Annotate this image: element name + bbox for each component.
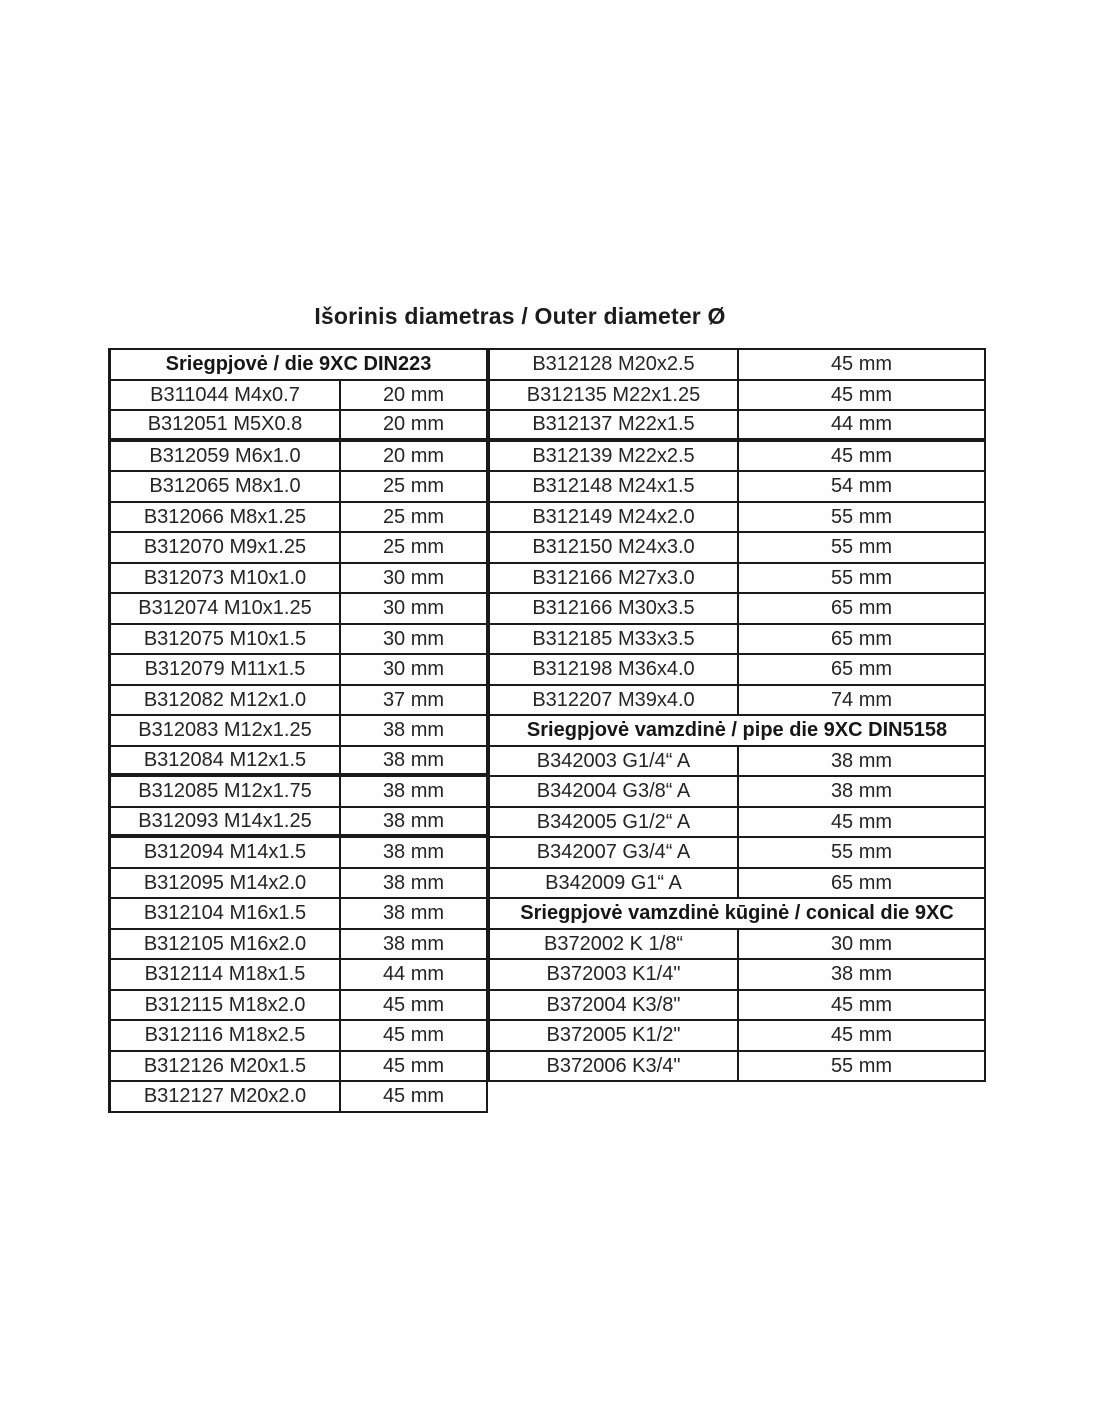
- diameter-cell: 38 mm: [341, 716, 488, 747]
- diameter-cell: 38 mm: [341, 777, 488, 808]
- product-code-cell: B312207 M39x4.0: [490, 686, 739, 717]
- diameter-cell: 45 mm: [739, 1021, 986, 1052]
- diameter-cell: 55 mm: [739, 564, 986, 595]
- product-code-cell: B312150 M24x3.0: [490, 533, 739, 564]
- die-table-left-column: [108, 348, 488, 1113]
- product-code-cell: B312059 M6x1.0: [111, 442, 341, 473]
- product-code-cell: B312149 M24x2.0: [490, 503, 739, 534]
- product-code-cell: B312075 M10x1.5: [111, 625, 341, 656]
- diameter-cell: 30 mm: [341, 655, 488, 686]
- diameter-cell: 38 mm: [341, 899, 488, 930]
- product-code-cell: B342007 G3/4“ A: [490, 838, 739, 869]
- diameter-cell: 45 mm: [739, 991, 986, 1022]
- section-header-cell: Sriegpjovė / die 9XC DIN223: [111, 350, 488, 381]
- product-code-cell: B312051 M5X0.8: [111, 411, 341, 442]
- product-code-cell: B372002 K 1/8“: [490, 930, 739, 961]
- diameter-cell: 55 mm: [739, 838, 986, 869]
- product-code-cell: B312094 M14x1.5: [111, 838, 341, 869]
- product-code-cell: B312166 M30x3.5: [490, 594, 739, 625]
- product-code-cell: B312085 M12x1.75: [111, 777, 341, 808]
- diameter-cell: 44 mm: [739, 411, 986, 442]
- diameter-cell: 38 mm: [739, 777, 986, 808]
- product-code-cell: B312185 M33x3.5: [490, 625, 739, 656]
- product-code-cell: B312070 M9x1.25: [111, 533, 341, 564]
- product-code-cell: B312115 M18x2.0: [111, 991, 341, 1022]
- product-code-cell: B312137 M22x1.5: [490, 411, 739, 442]
- diameter-cell: 45 mm: [341, 1021, 488, 1052]
- diameter-cell: 30 mm: [341, 594, 488, 625]
- diameter-cell: 30 mm: [341, 564, 488, 595]
- diameter-cell: 54 mm: [739, 472, 986, 503]
- diameter-cell: 38 mm: [739, 747, 986, 778]
- diameter-cell: 38 mm: [341, 747, 488, 778]
- diameter-cell: 38 mm: [341, 808, 488, 839]
- section-header-cell: Sriegpjovė vamzdinė kūginė / conical die 9XC: [490, 899, 986, 930]
- diameter-cell: 65 mm: [739, 625, 986, 656]
- diameter-cell: 55 mm: [739, 503, 986, 534]
- diameter-cell: 45 mm: [739, 350, 986, 381]
- product-code-cell: B312198 M36x4.0: [490, 655, 739, 686]
- diameter-cell: 45 mm: [739, 381, 986, 412]
- product-code-cell: B312095 M14x2.0: [111, 869, 341, 900]
- section-header-cell: Sriegpjovė vamzdinė / pipe die 9XC DIN5158: [490, 716, 986, 747]
- diameter-cell: 65 mm: [739, 594, 986, 625]
- product-code-cell: B311044 M4x0.7: [111, 381, 341, 412]
- diameter-cell: 74 mm: [739, 686, 986, 717]
- diameter-cell: 44 mm: [341, 960, 488, 991]
- product-code-cell: B312065 M8x1.0: [111, 472, 341, 503]
- product-code-cell: B312104 M16x1.5: [111, 899, 341, 930]
- product-code-cell: B312116 M18x2.5: [111, 1021, 341, 1052]
- die-table-right-column: [488, 348, 986, 1082]
- diameter-cell: 38 mm: [341, 838, 488, 869]
- product-code-cell: B342005 G1/2“ A: [490, 808, 739, 839]
- product-code-cell: B312079 M11x1.5: [111, 655, 341, 686]
- diameter-cell: 45 mm: [341, 1082, 488, 1113]
- diameter-cell: 25 mm: [341, 503, 488, 534]
- product-code-cell: B312093 M14x1.25: [111, 808, 341, 839]
- product-code-cell: B372004 K3/8": [490, 991, 739, 1022]
- diameter-cell: 65 mm: [739, 655, 986, 686]
- diameter-cell: 30 mm: [739, 930, 986, 961]
- product-code-cell: B312083 M12x1.25: [111, 716, 341, 747]
- product-code-cell: B312139 M22x2.5: [490, 442, 739, 473]
- product-code-cell: B312148 M24x1.5: [490, 472, 739, 503]
- diameter-cell: 45 mm: [341, 1052, 488, 1083]
- diameter-cell: 37 mm: [341, 686, 488, 717]
- diameter-cell: 20 mm: [341, 411, 488, 442]
- product-code-cell: B312074 M10x1.25: [111, 594, 341, 625]
- diameter-cell: 55 mm: [739, 533, 986, 564]
- product-code-cell: B342009 G1“ A: [490, 869, 739, 900]
- product-code-cell: B312126 M20x1.5: [111, 1052, 341, 1083]
- diameter-cell: 25 mm: [341, 472, 488, 503]
- product-code-cell: B342004 G3/8“ A: [490, 777, 739, 808]
- product-code-cell: B312127 M20x2.0: [111, 1082, 341, 1113]
- product-code-cell: B342003 G1/4“ A: [490, 747, 739, 778]
- product-code-cell: B372005 K1/2": [490, 1021, 739, 1052]
- product-code-cell: B372003 K1/4": [490, 960, 739, 991]
- diameter-cell: 38 mm: [341, 930, 488, 961]
- product-code-cell: B312128 M20x2.5: [490, 350, 739, 381]
- product-code-cell: B312066 M8x1.25: [111, 503, 341, 534]
- diameter-cell: 45 mm: [341, 991, 488, 1022]
- diameter-cell: 38 mm: [341, 869, 488, 900]
- product-code-cell: B312166 M27x3.0: [490, 564, 739, 595]
- diameter-cell: 30 mm: [341, 625, 488, 656]
- diameter-cell: 65 mm: [739, 869, 986, 900]
- diameter-cell: 20 mm: [341, 442, 488, 473]
- page-title: Išorinis diametras / Outer diameter Ø: [314, 303, 726, 329]
- diameter-cell: 45 mm: [739, 808, 986, 839]
- product-code-cell: B312084 M12x1.5: [111, 747, 341, 778]
- product-code-cell: B312082 M12x1.0: [111, 686, 341, 717]
- product-code-cell: B312135 M22x1.25: [490, 381, 739, 412]
- product-code-cell: B312114 M18x1.5: [111, 960, 341, 991]
- product-code-cell: B312105 M16x2.0: [111, 930, 341, 961]
- product-code-cell: B372006 K3/4": [490, 1052, 739, 1083]
- diameter-cell: 20 mm: [341, 381, 488, 412]
- diameter-cell: 25 mm: [341, 533, 488, 564]
- diameter-tables: [108, 348, 986, 1113]
- product-code-cell: B312073 M10x1.0: [111, 564, 341, 595]
- diameter-cell: 55 mm: [739, 1052, 986, 1083]
- diameter-cell: 38 mm: [739, 960, 986, 991]
- diameter-cell: 45 mm: [739, 442, 986, 473]
